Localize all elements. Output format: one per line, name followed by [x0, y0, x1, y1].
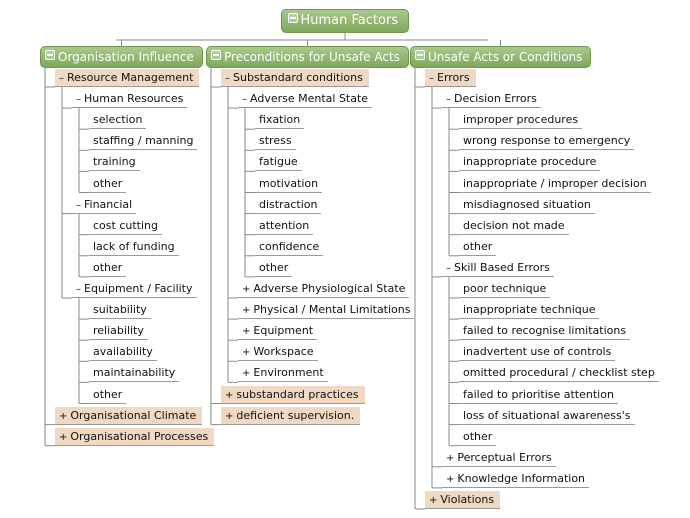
node-label: Organisational Processes [70, 429, 209, 443]
collapse-minus-icon[interactable] [415, 50, 425, 60]
node-label: Unsafe Acts or Conditions [428, 50, 583, 64]
collapse-minus-icon[interactable]: – [446, 262, 451, 274]
node-label: maintainability [93, 366, 176, 380]
node-label: inappropriate technique [463, 303, 596, 317]
node-label: other [259, 260, 289, 274]
collapse-minus-icon[interactable] [211, 50, 221, 60]
node-label: Physical / Mental Limitations [253, 303, 411, 317]
node-label: poor technique [463, 282, 547, 295]
expand-plus-icon[interactable]: + [242, 284, 251, 295]
node-label: availability [93, 345, 153, 359]
node-workspace[interactable] [238, 343, 318, 361]
node-label: reliability [93, 324, 144, 338]
node-label: inappropriate procedure [463, 155, 597, 169]
node-label: Knowledge Information [457, 471, 586, 485]
node-label: failed to prioritise attention [463, 387, 614, 401]
node-label: Equipment [253, 324, 314, 338]
node-failed-to-prioritise-attention[interactable] [459, 386, 618, 404]
node-environment[interactable] [238, 364, 328, 382]
node-label: attention [259, 218, 310, 232]
node-label: confidence [259, 239, 320, 253]
node-label: Human Resources [84, 92, 184, 106]
node-omitted-procedural-checklist-step[interactable] [459, 364, 659, 382]
collapse-minus-icon[interactable]: – [76, 94, 81, 106]
expand-plus-icon[interactable]: + [242, 305, 251, 317]
collapse-minus-icon[interactable]: – [429, 73, 434, 84]
node-stress[interactable] [255, 132, 296, 150]
node-label: Skill Based Errors [454, 260, 550, 274]
collapse-minus-icon[interactable] [288, 13, 298, 23]
expand-plus-icon[interactable]: + [242, 326, 251, 338]
node-label: staffing / manning [93, 134, 194, 148]
expand-plus-icon[interactable]: + [242, 368, 251, 380]
collapse-minus-icon[interactable]: – [242, 94, 247, 106]
node-label: other [463, 239, 493, 253]
node-label: fatigue [259, 155, 298, 169]
node-wrong-response-to-emergency[interactable] [459, 132, 634, 150]
node-inappropriate-technique[interactable] [459, 301, 599, 319]
node-preconditions-for-unsafe-acts[interactable] [206, 46, 409, 68]
node-lack-of-funding[interactable] [89, 238, 179, 256]
collapse-minus-icon[interactable]: – [59, 73, 64, 84]
expand-plus-icon[interactable]: + [242, 347, 251, 359]
node-label: omitted procedural / checklist step [463, 366, 655, 380]
node-training[interactable] [89, 153, 140, 171]
node-label: Violations [440, 493, 495, 506]
node-label: substandard practices [236, 387, 359, 401]
node-label: selection [93, 113, 143, 127]
node-decision-errors[interactable] [442, 90, 541, 108]
node-substandard-practices[interactable] [221, 386, 365, 404]
node-label: other [93, 387, 123, 401]
collapse-minus-icon[interactable]: – [76, 284, 81, 295]
node-label: loss of situational awareness's [463, 408, 631, 422]
node-label: Adverse Mental State [250, 92, 369, 106]
node-poor-technique[interactable] [459, 280, 550, 298]
node-decision-not-made[interactable] [459, 217, 569, 235]
node-label: Human Factors [300, 13, 399, 28]
node-substandard-conditions[interactable] [221, 69, 369, 87]
node-label: motivation [259, 176, 319, 190]
node-label: fixation [259, 113, 301, 127]
node-fatigue[interactable] [255, 153, 302, 171]
node-adverse-mental-state[interactable] [238, 90, 372, 108]
node-fixation[interactable] [255, 111, 304, 129]
node-reliability[interactable] [89, 322, 148, 340]
node-label: suitability [93, 303, 147, 317]
expand-plus-icon[interactable]: + [446, 452, 455, 464]
collapse-minus-icon[interactable] [45, 50, 55, 60]
expand-plus-icon[interactable]: + [225, 389, 234, 401]
node-label: Environment [253, 366, 324, 380]
collapse-minus-icon[interactable]: – [446, 94, 451, 106]
node-label: training [93, 155, 136, 169]
node-physical-mental-limitations[interactable] [238, 301, 414, 319]
node-label: cost cutting [93, 218, 158, 232]
node-other[interactable] [459, 238, 496, 256]
node-knowledge-information[interactable] [442, 470, 589, 488]
node-deficient-supervision[interactable] [221, 407, 360, 425]
expand-plus-icon[interactable]: + [59, 410, 68, 422]
node-label: distraction [259, 197, 318, 211]
collapse-minus-icon[interactable]: – [225, 73, 230, 84]
node-label: Perceptual Errors [457, 450, 552, 464]
node-motivation[interactable] [255, 175, 322, 193]
node-label: other [93, 260, 123, 274]
node-other[interactable] [255, 259, 292, 277]
node-label: Financial [84, 197, 133, 211]
expand-plus-icon[interactable]: + [59, 431, 68, 443]
node-inadvertent-use-of-controls[interactable] [459, 343, 615, 361]
node-label: failed to recognise limitations [463, 324, 627, 338]
node-label: Errors [437, 71, 470, 84]
node-other[interactable] [89, 386, 126, 404]
node-label: other [93, 176, 123, 190]
node-label: inappropriate / improper decision [463, 176, 647, 190]
node-human-factors[interactable] [281, 9, 410, 33]
node-confidence[interactable] [255, 238, 323, 256]
node-label: Substandard conditions [233, 71, 363, 84]
node-label: deficient supervision. [236, 408, 355, 422]
collapse-minus-icon[interactable]: – [76, 199, 81, 211]
node-staffing-manning[interactable] [89, 132, 197, 150]
node-organisation-influence[interactable] [40, 46, 203, 68]
node-inappropriate-procedure[interactable] [459, 153, 600, 171]
node-label: misdiagnosed situation [463, 197, 591, 211]
node-label: improper procedures [463, 113, 579, 127]
node-other[interactable] [89, 175, 126, 193]
node-availability[interactable] [89, 343, 157, 361]
node-attention[interactable] [255, 217, 313, 235]
node-equipment[interactable] [238, 322, 317, 340]
node-label: Preconditions for Unsafe Acts [224, 50, 400, 64]
node-cost-cutting[interactable] [89, 217, 162, 235]
node-skill-based-errors[interactable] [442, 259, 554, 277]
node-misdiagnosed-situation[interactable] [459, 196, 595, 214]
node-organisational-climate[interactable] [55, 407, 202, 425]
node-suitability[interactable] [89, 301, 151, 319]
node-label: Decision Errors [454, 92, 537, 106]
expand-plus-icon[interactable]: + [225, 410, 234, 422]
node-other[interactable] [459, 428, 496, 446]
node-selection[interactable] [89, 111, 146, 129]
node-unsafe-acts-or-conditions[interactable] [410, 46, 591, 68]
node-perceptual-errors[interactable] [442, 449, 556, 467]
node-label: wrong response to emergency [463, 134, 631, 148]
node-label: other [463, 429, 493, 443]
node-label: Adverse Physiological State [253, 282, 406, 295]
node-resource-management[interactable] [55, 69, 199, 87]
node-label: Organisational Climate [70, 408, 197, 422]
node-errors[interactable] [425, 69, 476, 87]
node-label: inadvertent use of controls [463, 345, 612, 359]
expand-plus-icon[interactable]: + [429, 495, 438, 506]
node-human-resources[interactable] [72, 90, 187, 108]
node-inappropriate-improper-decision[interactable] [459, 175, 651, 193]
node-other[interactable] [89, 259, 126, 277]
node-organisational-processes[interactable] [55, 428, 214, 446]
node-label: lack of funding [93, 239, 175, 253]
node-label: Resource Management [67, 71, 194, 84]
node-failed-to-recognise-limitations[interactable] [459, 322, 630, 340]
node-label: decision not made [463, 218, 565, 232]
node-label: Workspace [253, 345, 314, 359]
expand-plus-icon[interactable]: + [446, 473, 455, 485]
node-adverse-physiological-state[interactable] [238, 280, 409, 298]
node-improper-procedures[interactable] [459, 111, 582, 129]
node-equipment-facility[interactable] [72, 280, 197, 298]
node-label: Organisation Influence [58, 50, 194, 64]
node-violations[interactable] [425, 491, 500, 509]
node-label: Equipment / Facility [84, 282, 193, 295]
node-distraction[interactable] [255, 196, 321, 214]
node-label: stress [259, 134, 292, 148]
node-loss-of-situational-awareness-s[interactable] [459, 407, 635, 425]
node-maintainability[interactable] [89, 364, 179, 382]
node-financial[interactable] [72, 196, 136, 214]
